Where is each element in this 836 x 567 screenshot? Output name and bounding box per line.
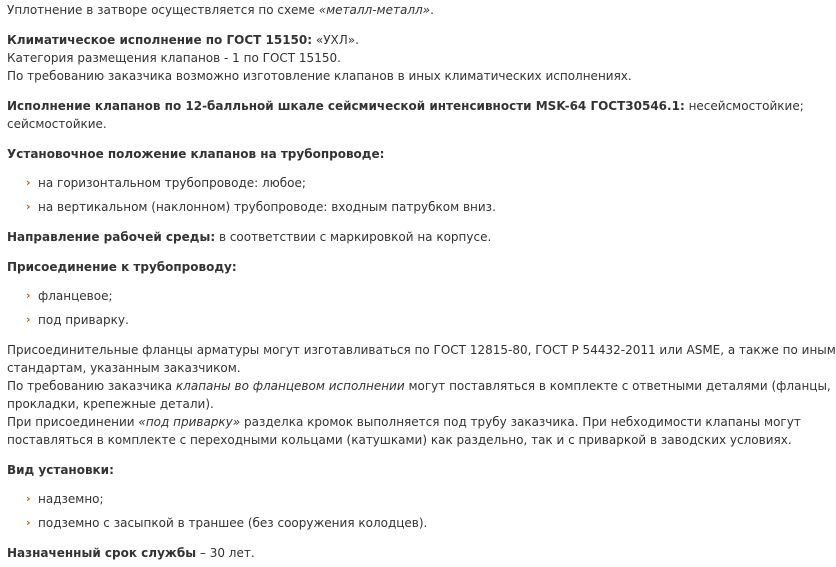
bullet-icon: › (26, 313, 31, 326)
flanges-line1: Присоединительные фланцы арматуры могут изготавливаться по ГОСТ 12815-80, ГОСТ Р 54432-2011 или ASME, а также по иным (7, 343, 836, 357)
connection-title: Присоединение к трубопроводу: (7, 260, 237, 274)
flow-direction-line: Направление рабочей среды: в соответствии с маркировкой на корпусе. (7, 230, 492, 244)
bullet-icon: › (26, 492, 31, 505)
list-item: на вертикальном (наклонном) трубопроводе: входным патрубком вниз. (38, 200, 496, 214)
seismic-line2: сейсмостойкие. (7, 117, 107, 131)
list-item: на горизонтальном трубопроводе: любое; (38, 176, 306, 190)
climate-label: Климатическое исполнение по ГОСТ 15150: (7, 33, 313, 47)
sealing-paragraph: Уплотнение в затворе осуществляется по схеме «металл-металл». (7, 3, 434, 17)
install-position-title: Установочное положение клапанов на трубопроводе: (7, 147, 385, 161)
climate-line: Климатическое исполнение по ГОСТ 15150: «УХЛ». (7, 33, 359, 47)
service-life-label: Назначенный срок службы (7, 546, 197, 560)
climate-category: Категория размещения клапанов - 1 по ГОСТ 15150. (7, 51, 341, 65)
bullet-icon: › (26, 200, 31, 213)
flow-label: Направление рабочей среды: (7, 230, 216, 244)
list-item: фланцевое; (38, 289, 113, 303)
install-type-title: Вид установки: (7, 463, 114, 477)
flanges-line4: прокладки, крепежные детали). (7, 397, 214, 411)
flanges-line2: стандартам, указанным заказчиком. (7, 361, 241, 375)
seismic-line: Исполнение клапанов по 12-балльной шкале сейсмической интенсивности MSK-64 ГОСТ30546.1: несейсмостойкие; (7, 99, 804, 113)
climate-note: По требованию заказчика возможно изготовление клапанов в иных климатических исполнениях. (7, 69, 632, 83)
seismic-label: Исполнение клапанов по 12-балльной шкале сейсмической интенсивности MSK-64 ГОСТ30546.1: (7, 99, 685, 113)
flanges-line6: поставляться в комплекте с переходными кольцами (катушками) как раздельно, так и с приваркой в заводских условиях. (7, 433, 792, 447)
list-item: надземно; (38, 492, 104, 506)
bullet-icon: › (26, 176, 31, 189)
service-life-line: Назначенный срок службы – 30 лет. (7, 546, 255, 560)
flanges-line3: По требованию заказчика клапаны во фланцевом исполнении могут поставляться в комплекте с ответными деталями (фланцы, (7, 379, 831, 393)
list-item: подземно с засыпкой в траншее (без сооружения колодцев). (38, 516, 428, 530)
flanges-line5: При присоединении «под приварку» разделка кромок выполняется под трубу заказчика. При небходимости клапаны могут (7, 415, 801, 429)
bullet-icon: › (26, 289, 31, 302)
bullet-icon: › (26, 516, 31, 529)
list-item: под приварку. (38, 313, 129, 327)
